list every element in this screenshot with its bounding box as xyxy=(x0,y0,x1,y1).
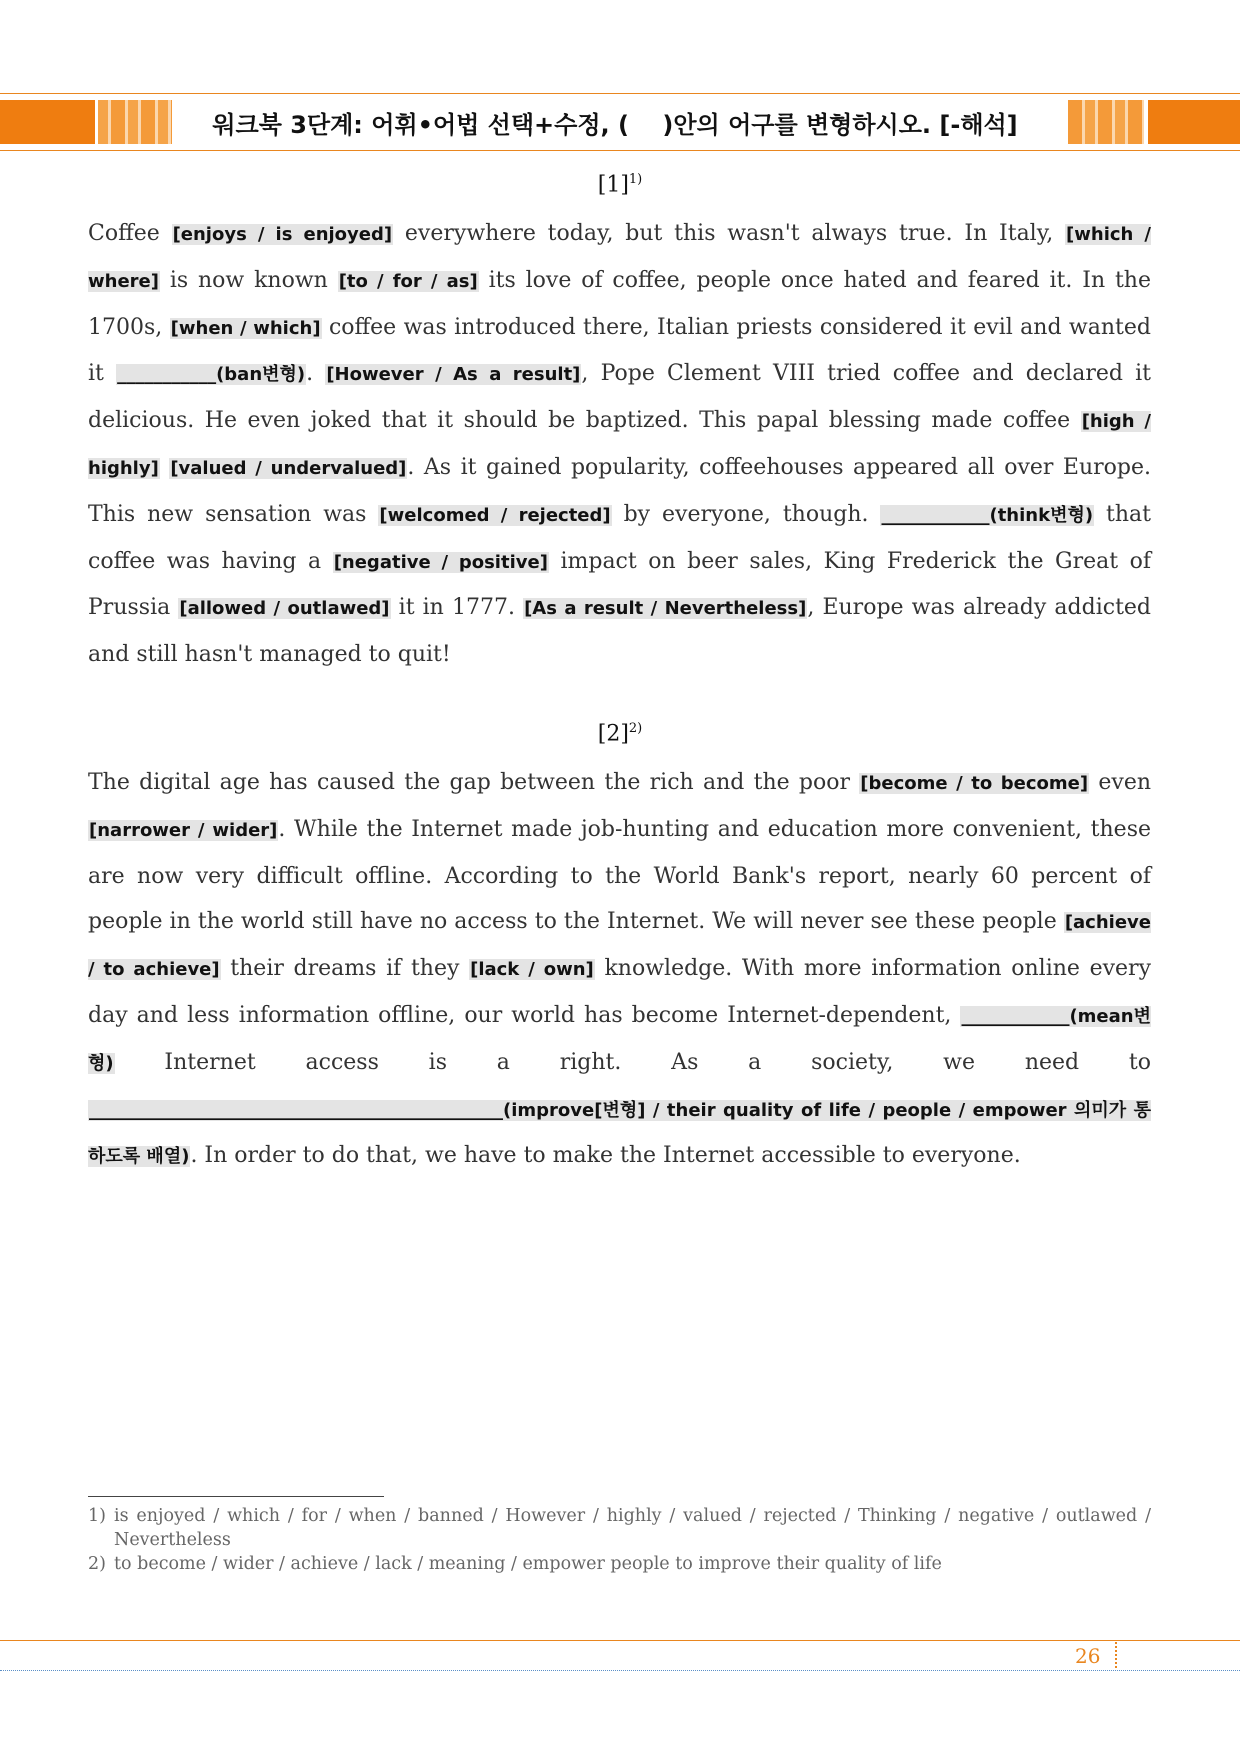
passage-text-segment: . While the Internet made job-hunting and education more convenient, these are now very difficult offline. According to the World Bank's report, nearly 60 percent of people in the world still have no access to the Internet. We will never see these people xyxy=(88,816,1152,935)
passage-2-marker: $[2]^{2)}$ xyxy=(597,721,643,747)
passage-text-segment: is now known xyxy=(159,267,338,293)
header-decor-left xyxy=(0,100,95,144)
page-title: 워크북 3단계: 어휘•어법 선택+수정, ( )안의 어구를 변형하시오. [-해석] xyxy=(175,100,1055,144)
passage-text-segment: Internet access is a right. As a society, we need to xyxy=(114,1049,1151,1075)
choice-option: [allowed / outlawed] xyxy=(179,598,390,620)
choice-option: [high / highly] xyxy=(88,411,1151,479)
choice-option: [achieve / to achieve] xyxy=(88,912,1151,981)
page-number-divider xyxy=(1115,1642,1117,1668)
choice-option: [become / to become] xyxy=(860,773,1089,794)
passage-text-segment: , Europe was already addicted and still hasn't managed to quit! xyxy=(88,595,1152,668)
choice-option: [narrower / wider] xyxy=(89,819,278,841)
header-stripes-right xyxy=(1068,100,1144,144)
footnote-2 xyxy=(88,1552,1151,1576)
footer-dotted-rule xyxy=(0,1670,1240,1671)
footnote-1-answers: is enjoyed / which / for / when / banned / However / highly / valued / rejected / Thinking / negative / outlawed / Nevertheless xyxy=(114,1506,1151,1550)
footnote-ref-1: 1) xyxy=(628,172,643,187)
choice-option: [valued / undervalued] xyxy=(170,457,407,479)
passage-text-segment: knowledge. With more information online every day and less information offline, our world has become Internet-dependent, xyxy=(88,956,1151,1028)
page-number: 26 xyxy=(1075,1644,1101,1668)
passage-text-segment: Coffee xyxy=(88,221,172,246)
choice-option: [enjoys / is enjoyed] xyxy=(172,224,393,245)
passage-text-segment: their dreams if they xyxy=(220,956,470,982)
choice-option: [However / As a result] xyxy=(326,364,581,386)
passage-text-segment: . xyxy=(306,361,326,387)
passage-text-segment: its love of coffee, people once hated and feared it. In the 1700s, xyxy=(88,267,1151,340)
footnote-2-answers: to become / wider / achieve / lack / meaning / empower people to improve their quality of life xyxy=(114,1554,942,1574)
footnote-2-number: 2) xyxy=(88,1554,106,1574)
passage-text-segment: everywhere today, but this wasn't always true. In Italy, xyxy=(393,221,1066,246)
choice-option: ____________(think변형) xyxy=(881,504,1094,526)
passage-text-segment: . In order to do that, we have to make the Internet accessible to everyone. xyxy=(190,1143,1021,1169)
passage-text-segment: . As it gained popularity, coffeehouses appeared all over Europe. This new sensation was xyxy=(88,454,1152,527)
passage-text-segment xyxy=(160,455,170,480)
choice-option: [to / for / as] xyxy=(338,270,478,292)
passage-1-marker: $[1]^{1)}$ xyxy=(597,172,643,198)
choice-option: ___________(ban변형) xyxy=(117,364,306,386)
passage-text-segment: by everyone, though. xyxy=(611,501,881,527)
passage-text-segment: that coffee was having a xyxy=(88,501,1151,574)
passage-text-segment: impact on beer sales, King Frederick the Great of Prussia xyxy=(88,548,1152,621)
header-decor-right xyxy=(1148,100,1240,144)
choice-option: ______________________________________________(improve[변형] / their quality of life / people / empower 의미가 통하도록 배열) xyxy=(88,1099,1151,1168)
header-band xyxy=(0,100,1240,144)
footnotes xyxy=(88,1504,1151,1576)
footnote-ref-2: 2) xyxy=(628,721,643,736)
passage-text-segment: The digital age has caused the gap between the rich and the poor xyxy=(88,770,860,795)
passage-1-text xyxy=(88,211,1151,678)
passage-text-segment: , Pope Clement VIII tried coffee and declared it delicious. He even joked that it should be baptized. This papal blessing made coffee xyxy=(88,361,1152,434)
footer-rule xyxy=(0,1640,1240,1641)
choice-option: [when / which] xyxy=(170,317,321,339)
choice-option: [lack / own] xyxy=(470,959,594,981)
choice-option: [which / where] xyxy=(88,224,1152,292)
choice-option: [negative / positive] xyxy=(333,551,548,573)
header-top-rule xyxy=(0,93,1240,94)
choice-option: ____________(mean변형) xyxy=(88,1005,1151,1074)
header-bottom-rule xyxy=(0,150,1240,151)
footnote-1-number: 1) xyxy=(88,1506,106,1526)
footnote-1 xyxy=(88,1504,1151,1552)
footnote-rule xyxy=(88,1496,384,1497)
passage-text-segment: even xyxy=(1089,770,1152,795)
header-stripes-left xyxy=(98,100,172,144)
choice-option: [As a result / Nevertheless] xyxy=(524,598,807,620)
passage-text-segment: it in 1777. xyxy=(390,595,524,621)
passage-text-segment: coffee was introduced there, Italian priests considered it evil and wanted it xyxy=(88,314,1151,387)
choice-option: [welcomed / rejected] xyxy=(379,504,611,526)
passage-2-text xyxy=(88,760,1151,1180)
